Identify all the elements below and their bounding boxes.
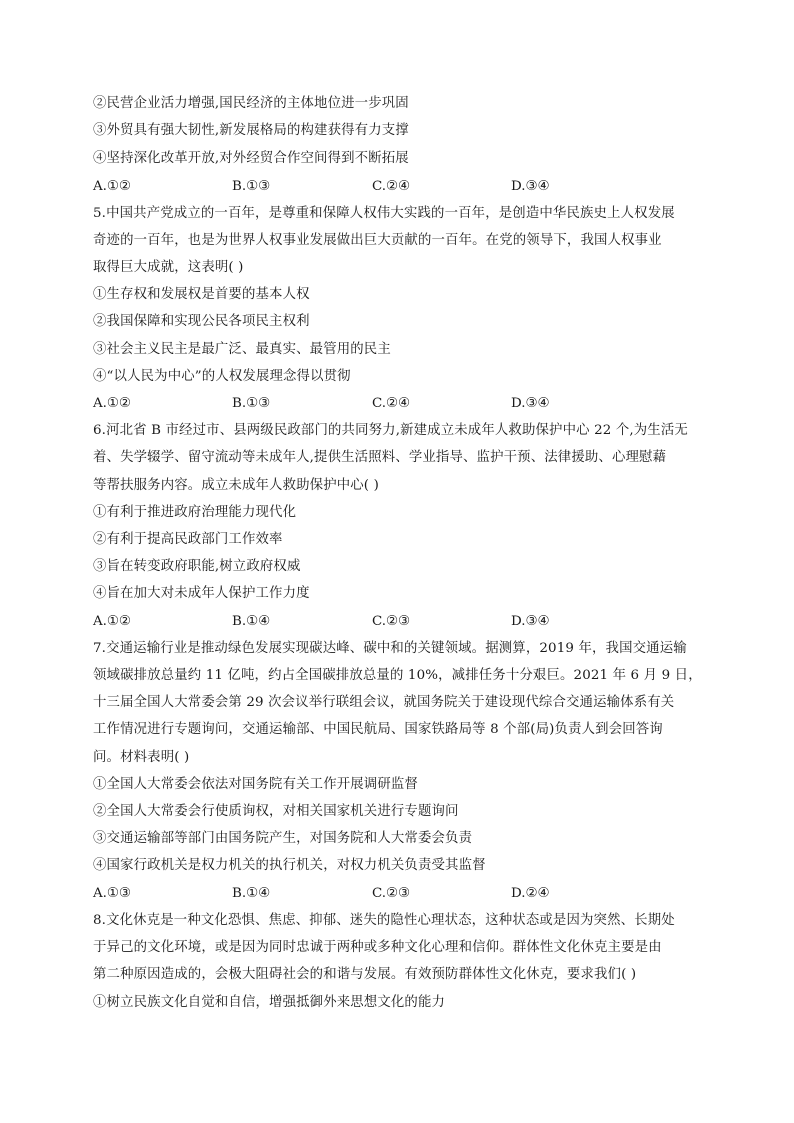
q5-item-4: ④“以人民为中心”的人权发展理念得以贯彻: [93, 369, 351, 384]
q6-item-3: ③旨在转变政府职能,树立政府权威: [93, 559, 301, 574]
q4-option-d: D.③④: [511, 179, 550, 194]
q5-option-d: D.③④: [511, 396, 550, 411]
q5-stem-line-3: 取得巨大成就，这表明( ): [93, 260, 244, 275]
q4-option-c: C.②④: [372, 179, 411, 194]
q8-stem-line-1: 8.文化休克是一种文化恐惧、焦虑、抑郁、迷失的隐性心理状态，这种状态或是因为突然、长期处: [93, 913, 675, 928]
q6-option-d: D.③④: [511, 614, 550, 629]
q5-options: [93, 394, 713, 414]
q5-option-a: A.①②: [93, 396, 131, 411]
q4-item-3: ③外贸具有强大韧性,新发展格局的构建获得有力支撑: [93, 123, 409, 138]
q7-stem-line-5: 问。材料表明( ): [93, 750, 190, 765]
q5-item-1: ①生存权和发展权是首要的基本人权: [93, 287, 310, 302]
q5-item-2: ②我国保障和实现公民各项民主权利: [93, 314, 310, 329]
q7-stem-line-4: 工作情况进行专题询问，交通运输部、中国民航局、国家铁路局等 8 个部(局)负责人到会回答询: [93, 722, 663, 737]
q6-stem-line-3: 等帮扶服务内容。成立未成年人救助保护中心( ): [93, 478, 379, 493]
q7-stem-line-1: 7.交通运输行业是推动绿色发展实现碳达峰、碳中和的关键领域。据测算，2019 年，我国交通运输: [93, 641, 687, 656]
q7-item-2: ②全国人大常委会行使质询权，对相关国家机关进行专题询问: [93, 804, 459, 819]
q8-stem-line-2: 于异己的文化环境，或是因为同时忠诚于两种或多种文化心理和信仰。群体性文化休克主要是由: [93, 940, 662, 955]
q5-stem-line-1: 5.中国共产党成立的一百年，是尊重和保障人权伟大实践的一百年，是创造中华民族史上人权发展: [93, 206, 675, 221]
q7-option-b: B.①④: [232, 886, 271, 901]
q6-option-a: A.①②: [93, 614, 131, 629]
q4-option-a: A.①②: [93, 179, 131, 194]
q5-option-b: B.①③: [232, 396, 271, 411]
q5-item-3: ③社会主义民主是最广泛、最真实、最管用的民主: [93, 342, 391, 357]
q6-item-4: ④旨在加大对未成年人保护工作力度: [93, 586, 310, 601]
q7-item-3: ③交通运输部等部门由国务院产生，对国务院和人大常委会负责: [93, 831, 473, 846]
q7-option-c: C.②③: [372, 886, 411, 901]
q4-item-4: ④坚持深化改革开放,对外经贸合作空间得到不断拓展: [93, 151, 409, 166]
q7-stem-line-3: 十三届全国人大常委会第 29 次会议举行联组会议，就国务院关于建设现代综合交通运输体系有关: [93, 695, 675, 710]
q6-item-2: ②有利于提高民政部门工作效率: [93, 532, 283, 547]
q7-item-4: ④国家行政机关是权力机关的执行机关，对权力机关负责受其监督: [93, 858, 486, 873]
q4-item-2: ②民营企业活力增强,国民经济的主体地位进一步巩固: [93, 96, 409, 111]
q6-stem-line-2: 着、失学辍学、留守流动等未成年人,提供生活照料、学业指导、监护干预、法律援助、心理慰藉: [93, 450, 667, 465]
q8-stem-line-3: 第二种原因造成的，会极大阻碍社会的和谐与发展。有效预防群体性文化休克，要求我们( ): [93, 967, 637, 982]
q5-stem-line-2: 奇迹的一百年，也是为世界人权事业发展做出巨大贡献的一百年。在党的领导下，我国人权事业: [93, 233, 662, 248]
q6-option-b: B.①④: [232, 614, 271, 629]
q7-stem-line-2: 领域碳排放总量约 11 亿吨，约占全国碳排放总量的 10%，减排任务十分艰巨。2021 年 6 月 9 日，: [93, 668, 702, 683]
q5-option-c: C.②④: [372, 396, 411, 411]
q6-option-c: C.②③: [372, 614, 411, 629]
q8-item-1: ①树立民族文化自觉和自信，增强抵御外来思想文化的能力: [93, 995, 446, 1010]
q6-item-1: ①有利于推进政府治理能力现代化: [93, 505, 297, 520]
q7-options: [93, 884, 713, 904]
q7-item-1: ①全国人大常委会依法对国务院有关工作开展调研监督: [93, 777, 418, 792]
q4-options: [93, 177, 713, 197]
q6-options: [93, 612, 713, 632]
q4-option-b: B.①③: [232, 179, 271, 194]
q6-stem-line-1: 6.河北省 B 市经过市、县两级民政部门的共同努力,新建成立未成年人救助保护中心 22 个,为生活无: [93, 423, 688, 438]
q7-option-d: D.②④: [511, 886, 550, 901]
q7-option-a: A.①③: [93, 886, 131, 901]
